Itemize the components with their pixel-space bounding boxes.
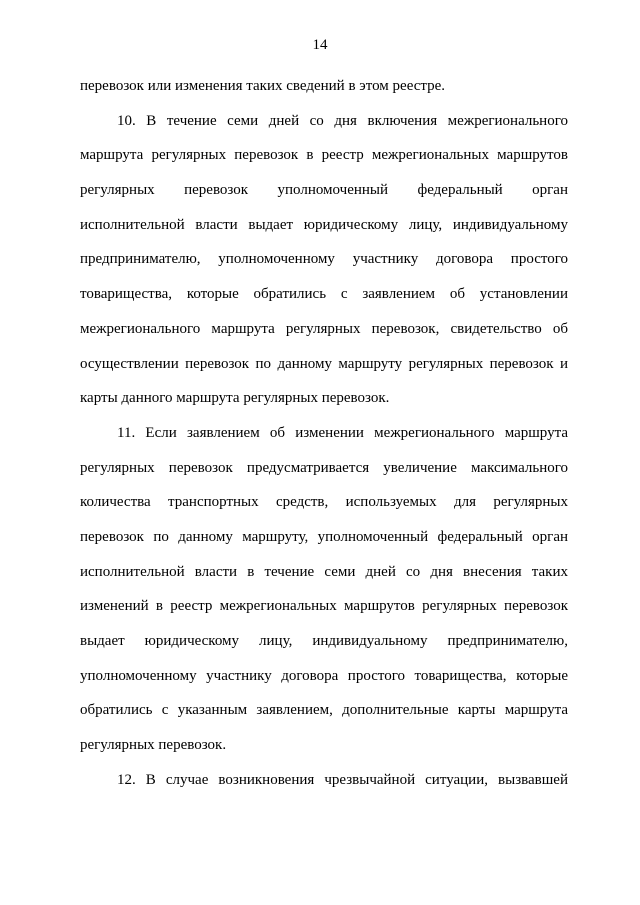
paragraph-11-line: обратились с указанным заявлением, дополнительные карты маршрута (80, 702, 568, 719)
paragraph-11-line: изменений в реестр межрегиональных маршрутов регулярных перевозок (80, 598, 568, 615)
page-number: 14 (312, 37, 328, 53)
paragraph-11-line: уполномоченному участнику договора простого товарищества, которые (80, 667, 568, 684)
document-body (80, 69, 568, 797)
paragraph-10-line: маршрута регулярных перевозок в реестр межрегиональных маршрутов (80, 147, 568, 164)
paragraph-10-line: регулярных перевозок уполномоченный федеральный орган (80, 182, 568, 199)
paragraph-10-line: осуществлении перевозок по данному маршруту регулярных перевозок и (80, 355, 568, 372)
paragraph-11-line: выдает юридическому лицу, индивидуальному предпринимателю, (80, 633, 568, 649)
paragraph-11-line: количества транспортных средств, используемых для регулярных (80, 494, 568, 511)
paragraph-10-line: карты данного маршрута регулярных перевозок. (80, 390, 390, 407)
paragraph-10-line: межрегионального маршрута регулярных перевозок, свидетельство об (80, 320, 568, 337)
paragraph-10-line: предпринимателю, уполномоченному участнику договора простого (80, 251, 568, 268)
paragraph-10-line: 10. В течение семи дней со дня включения межрегионального (117, 112, 568, 129)
paragraph-11-line: исполнительной власти в течение семи дней со дня внесения таких (80, 563, 568, 580)
paragraph-12-line: 12. В случае возникновения чрезвычайной ситуации, вызвавшей (117, 771, 568, 788)
paragraph-11-line: перевозок по данному маршруту, уполномоченный федеральный орган (80, 528, 568, 545)
paragraph-11-line: регулярных перевозок предусматривается увеличение максимального (80, 459, 568, 476)
paragraph-10-line: товарищества, которые обратились с заявлением об установлении (80, 286, 568, 303)
paragraph-11-line: регулярных перевозок. (80, 737, 227, 754)
paragraph-10-line: исполнительной власти выдает юридическому лицу, индивидуальному (80, 216, 568, 233)
continuation-line: перевозок или изменения таких сведений в этом реестре. (80, 78, 446, 94)
paragraph-11-line: 11. Если заявлением об изменении межрегионального маршрута (117, 424, 568, 441)
